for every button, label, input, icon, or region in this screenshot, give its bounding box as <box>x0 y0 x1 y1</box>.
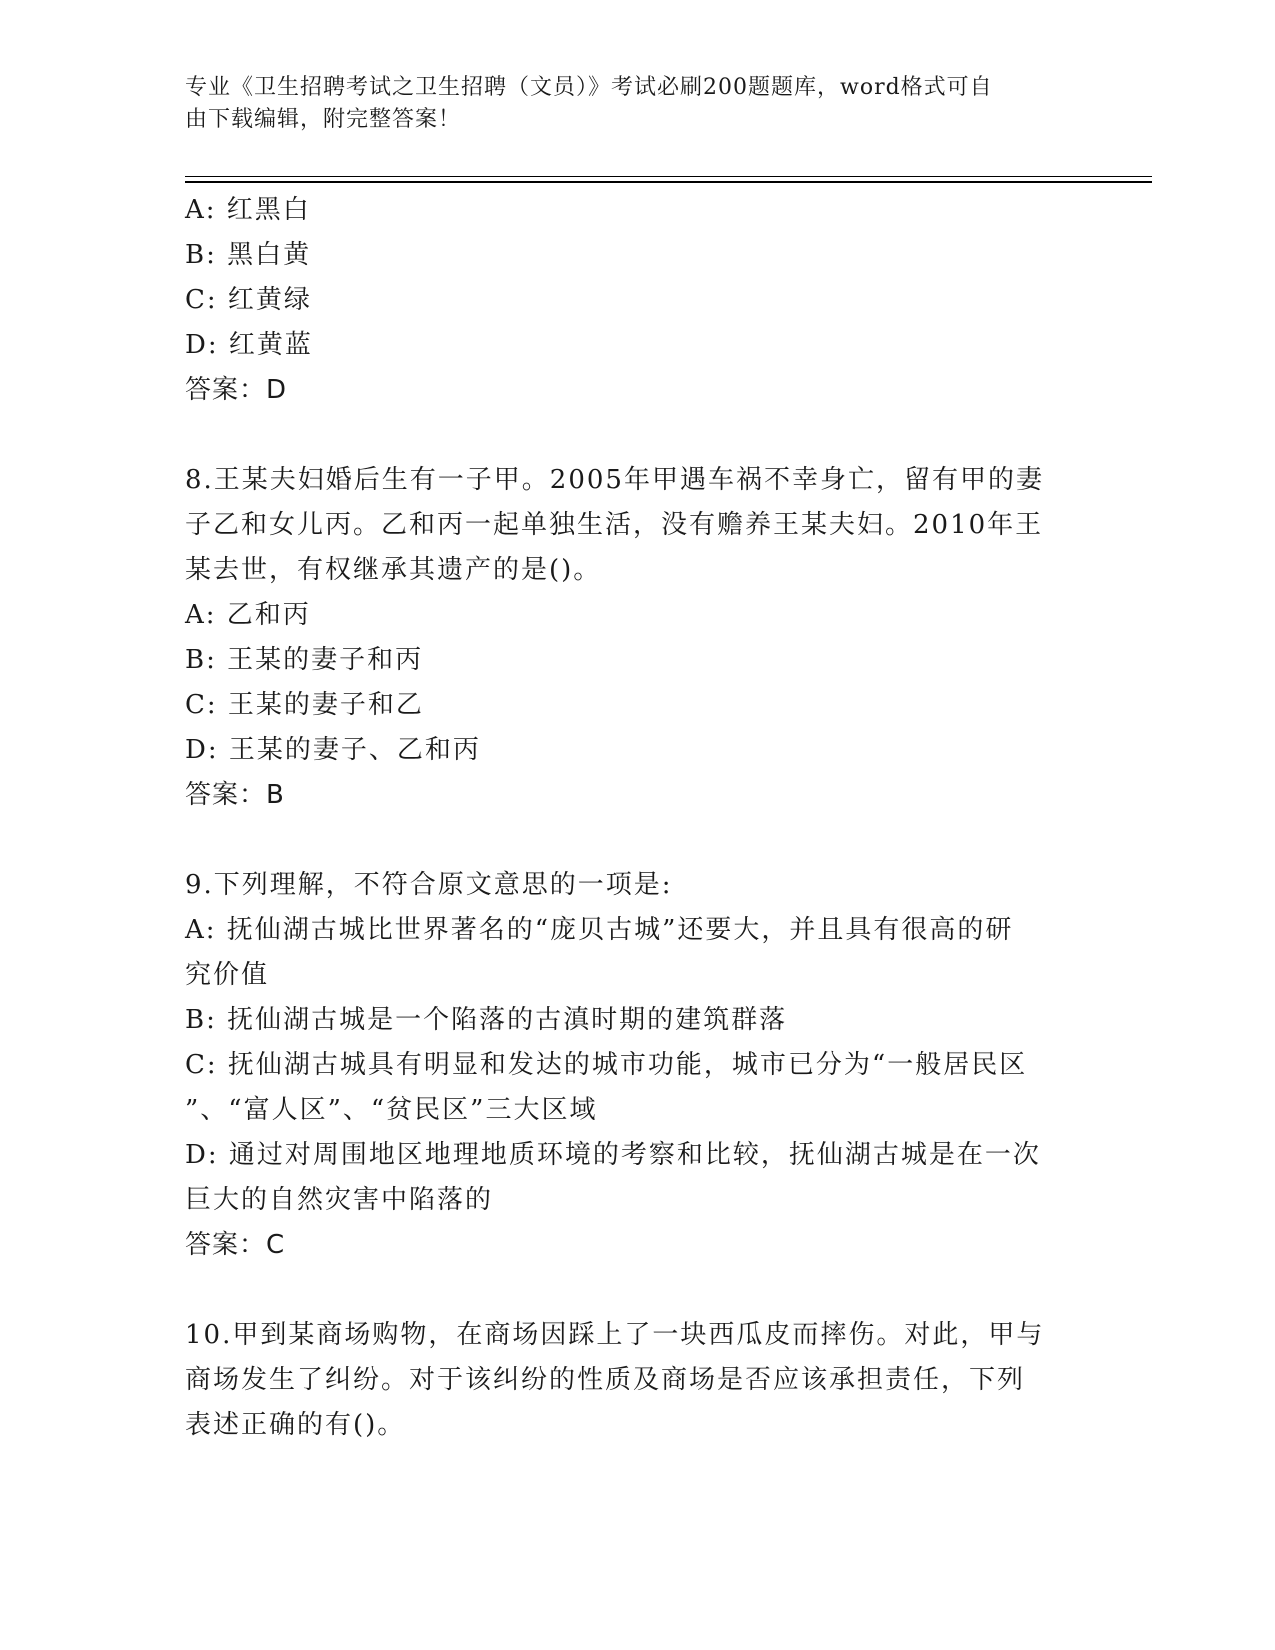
answer-line: 答案：C <box>185 1230 286 1260</box>
document-header <box>185 72 1065 136</box>
question-9 <box>185 863 1085 1268</box>
question-content <box>185 188 1085 1448</box>
option-c: C: 红黄绿 <box>185 285 312 315</box>
question-stem: 9.下列理解，不符合原文意思的一项是: <box>185 870 673 900</box>
option-c: C: 王某的妻子和乙 <box>185 690 424 720</box>
option-c-line-2: ”、“富人区”、“贫民区”三大区域 <box>185 1095 598 1125</box>
question-8 <box>185 458 1085 818</box>
question-stem-line: 子乙和女儿丙。乙和丙一起单独生活，没有赡养王某夫妇。2010年王 <box>185 510 1044 540</box>
option-a-line-1: A: 抚仙湖古城比世界著名的“庞贝古城”还要大，并且具有很高的研 <box>185 915 1014 945</box>
header-line-1: 专业《卫生招聘考试之卫生招聘（文员）》考试必刷200题题库，word格式可自 <box>185 75 993 100</box>
option-d-line-1: D: 通过对周围地区地理地质环境的考察和比较，抚仙湖古城是在一次 <box>185 1140 1041 1170</box>
question-stem-line: 10.甲到某商场购物，在商场因踩上了一块西瓜皮而摔伤。对此，甲与 <box>185 1320 1045 1350</box>
question-stem-line: 某去世，有权继承其遗产的是()。 <box>185 555 602 585</box>
option-a: A: 红黑白 <box>185 195 311 225</box>
option-a-line-2: 究价值 <box>185 960 270 990</box>
option-b: B: 黑白黄 <box>185 240 312 270</box>
answer-line: 答案：D <box>185 375 288 405</box>
question-7-continuation <box>185 188 1085 413</box>
option-c-line-1: C: 抚仙湖古城具有明显和发达的城市功能，城市已分为“一般居民区 <box>185 1050 1028 1080</box>
option-d: D: 红黄蓝 <box>185 330 313 360</box>
spacer <box>185 818 1085 863</box>
question-10 <box>185 1313 1085 1448</box>
question-stem-line: 8.王某夫妇婚后生有一子甲。2005年甲遇车祸不幸身亡，留有甲的妻 <box>185 465 1044 495</box>
question-stem-line: 表述正确的有()。 <box>185 1410 406 1440</box>
option-b: B: 王某的妻子和丙 <box>185 645 424 675</box>
header-divider-thin <box>185 176 1152 177</box>
option-b: B: 抚仙湖古城是一个陷落的古滇时期的建筑群落 <box>185 1005 788 1035</box>
option-a: A: 乙和丙 <box>185 600 311 630</box>
spacer <box>185 1268 1085 1313</box>
spacer <box>185 413 1085 458</box>
answer-line: 答案：B <box>185 780 285 810</box>
header-line-2: 由下载编辑，附完整答案！ <box>185 107 462 132</box>
option-d-line-2: 巨大的自然灾害中陷落的 <box>185 1185 494 1215</box>
option-d: D: 王某的妻子、乙和丙 <box>185 735 481 765</box>
header-divider-thick <box>185 181 1152 183</box>
question-stem-line: 商场发生了纠纷。对于该纠纷的性质及商场是否应该承担责任，下列 <box>185 1365 1026 1395</box>
